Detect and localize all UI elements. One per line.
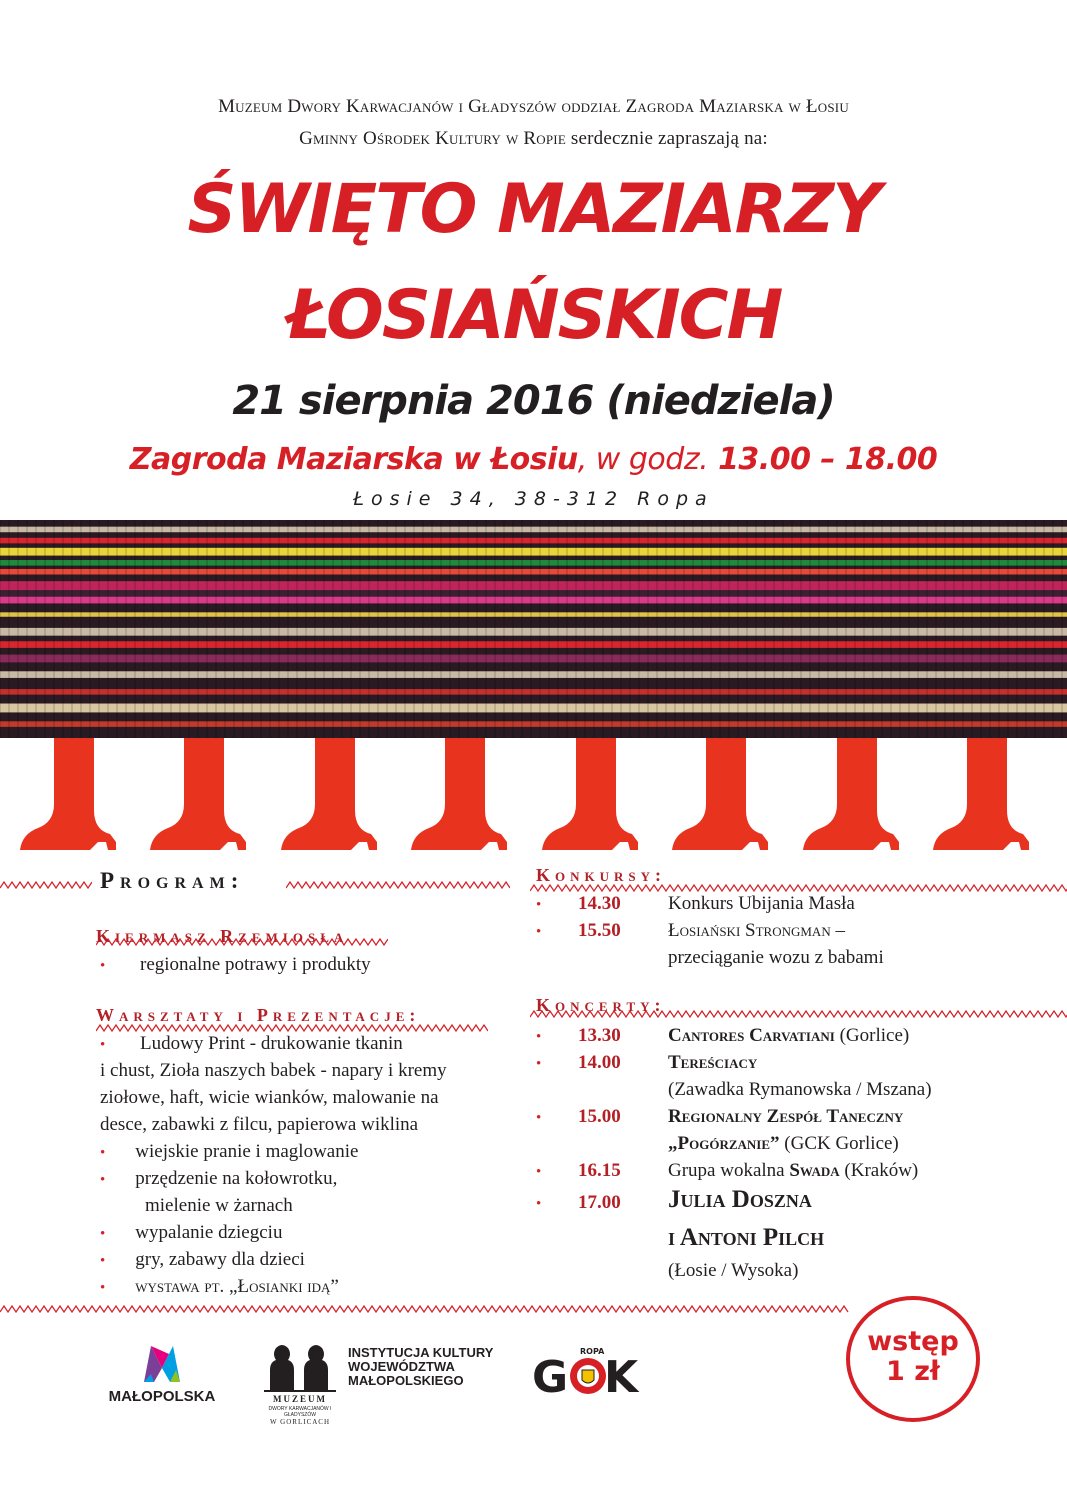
konkurs-name: Łosiański Strongman – — [668, 920, 845, 941]
performer-origin: (Zawadka Rymanowska / Mszana) — [668, 1079, 932, 1100]
gok-emblem-icon — [530, 1344, 640, 1400]
svg-text:K: K — [604, 1352, 639, 1400]
warsztaty-item-cont: mielenie w żarnach — [145, 1195, 293, 1216]
venue-hours: 13.00 – 18.00 — [718, 442, 938, 477]
program-heading: Program: — [100, 868, 245, 893]
konkurs-desc: przeciąganie wozu z babami — [668, 947, 884, 968]
organizers-line-2 — [0, 128, 1067, 150]
warsztaty-item: • wypalanie dziegciu — [100, 1222, 283, 1243]
boot-icon — [672, 738, 768, 850]
performer-name: Swada — [789, 1160, 840, 1181]
konkurs-name: Konkurs Ubijania Masła — [668, 893, 855, 914]
performer-name: Cantores Carvatiani — [668, 1025, 835, 1046]
divider-footer — [0, 1304, 850, 1314]
divider-program — [0, 880, 92, 890]
warsztaty-item: • przędzenie na kołowrotku, — [100, 1168, 338, 1189]
boot-icon — [542, 738, 638, 850]
boot-icon — [20, 738, 116, 850]
performer-name-cont: „Pogórzanie” (GCK Gorlice) — [668, 1133, 899, 1154]
konkurs-time: 15.50 — [578, 920, 621, 941]
boot-icon — [281, 738, 377, 850]
gok-ropa-text: ROPA — [580, 1347, 605, 1356]
boot-icon — [933, 738, 1029, 850]
entry-price-badge — [846, 1296, 980, 1422]
warsztaty-item: • wystawa pt. „Łosianki idą” — [100, 1276, 339, 1297]
organizer-museum: Muzeum Dwory Karwacjanów i Gładyszów oddział Zagroda Maziarska w Łosiu — [218, 96, 849, 117]
warsztaty-lead-4: desce, zabawki z filcu, papierowa wiklina — [100, 1114, 419, 1135]
konkurs-row: • 14.30 Konkurs Ubijania Masła — [536, 893, 855, 914]
performer-name: Tereściacy — [668, 1052, 758, 1073]
boot-icon — [150, 738, 246, 850]
konkurs-time: 14.30 — [578, 893, 621, 914]
muzeum-logo: MUZEUM DWORY KARWACJANÓW I GŁADYSZÓW W GORLICACH — [264, 1340, 336, 1436]
konkurs-row: • 15.50 Łosiański Strongman – — [536, 920, 845, 941]
koncert-row: • 16.15 Grupa wokalna Swada (Kraków) — [536, 1160, 919, 1181]
performer-name: Regionalny Zespół Taneczny — [668, 1106, 904, 1127]
muzeum-figures-icon — [264, 1340, 336, 1392]
koncert-row: • 17.00 Julia Doszna — [536, 1186, 812, 1213]
warsztaty-lead-1: • Ludowy Print - drukowanie tkanin — [100, 1033, 403, 1054]
badge-line-2: 1 zł — [886, 1356, 940, 1387]
koncert-row: • 14.00 Tereściacy — [536, 1052, 758, 1073]
konkursy-heading: Konkursy: — [536, 865, 667, 885]
organizer-gok: Gminny Ośrodek Kultury w Ropie — [299, 128, 566, 149]
kiermasz-item: • regionalne potrawy i produkty — [100, 954, 371, 975]
performer-name-cont: i Antoni Pilch — [668, 1224, 825, 1251]
koncerty-heading: Koncerty: — [536, 995, 666, 1015]
badge-line-1: wstęp — [867, 1326, 959, 1357]
organizers-line-1 — [0, 96, 1067, 118]
event-venue — [0, 442, 1067, 477]
warsztaty-item: • gry, zabawy dla dzieci — [100, 1249, 305, 1270]
malopolska-m-icon — [96, 1340, 228, 1386]
performer-origin: (Łosie / Wysoka) — [668, 1260, 799, 1281]
venue-hours-label: , w godz. — [577, 442, 709, 477]
event-address: Łosie 34, 38-312 Ropa — [353, 488, 714, 510]
event-title-line-1: ŚWIĘTO MAZIARZY — [187, 170, 880, 249]
instytucja-kultury-label: INSTYTUCJA KULTURY WOJEWÓDZTWA MAŁOPOLSKIEGO — [348, 1345, 494, 1388]
event-title-line-2: ŁOSIAŃSKICH — [285, 276, 782, 355]
malopolska-logo: MAŁOPOLSKA — [96, 1340, 228, 1410]
folk-fabric-image — [0, 520, 1067, 738]
boot-icon — [803, 738, 899, 850]
warsztaty-lead-2: i chust, Zioła naszych babek - napary i kremy — [100, 1060, 447, 1081]
performer-name: Julia Doszna — [668, 1186, 812, 1213]
svg-text:G: G — [532, 1352, 569, 1400]
gok-ropa-logo — [530, 1344, 640, 1400]
bullet: • — [100, 958, 106, 974]
venue-place: Zagroda Maziarska w Łosiu — [129, 442, 578, 477]
kiermasz-heading: Kiermasz Rzemiosła — [96, 926, 349, 946]
koncert-row: • 13.30 Cantores Carvatiani (Gorlice) — [536, 1025, 910, 1046]
divider-program-right — [286, 880, 510, 890]
boot-icon — [411, 738, 507, 850]
warsztaty-item: • wiejskie pranie i maglowanie — [100, 1141, 359, 1162]
warsztaty-lead-3: ziołowe, haft, wicie wianków, malowanie na — [100, 1087, 439, 1108]
invite-text: serdecznie zapraszają na: — [570, 128, 768, 149]
event-date: 21 sierpnia 2016 (niedziela) — [232, 378, 835, 424]
warsztaty-heading: Warsztaty i Prezentacje: — [96, 1005, 421, 1025]
koncert-row: • 15.00 Regionalny Zespół Taneczny — [536, 1106, 904, 1127]
red-boots-illustration — [0, 738, 1067, 850]
